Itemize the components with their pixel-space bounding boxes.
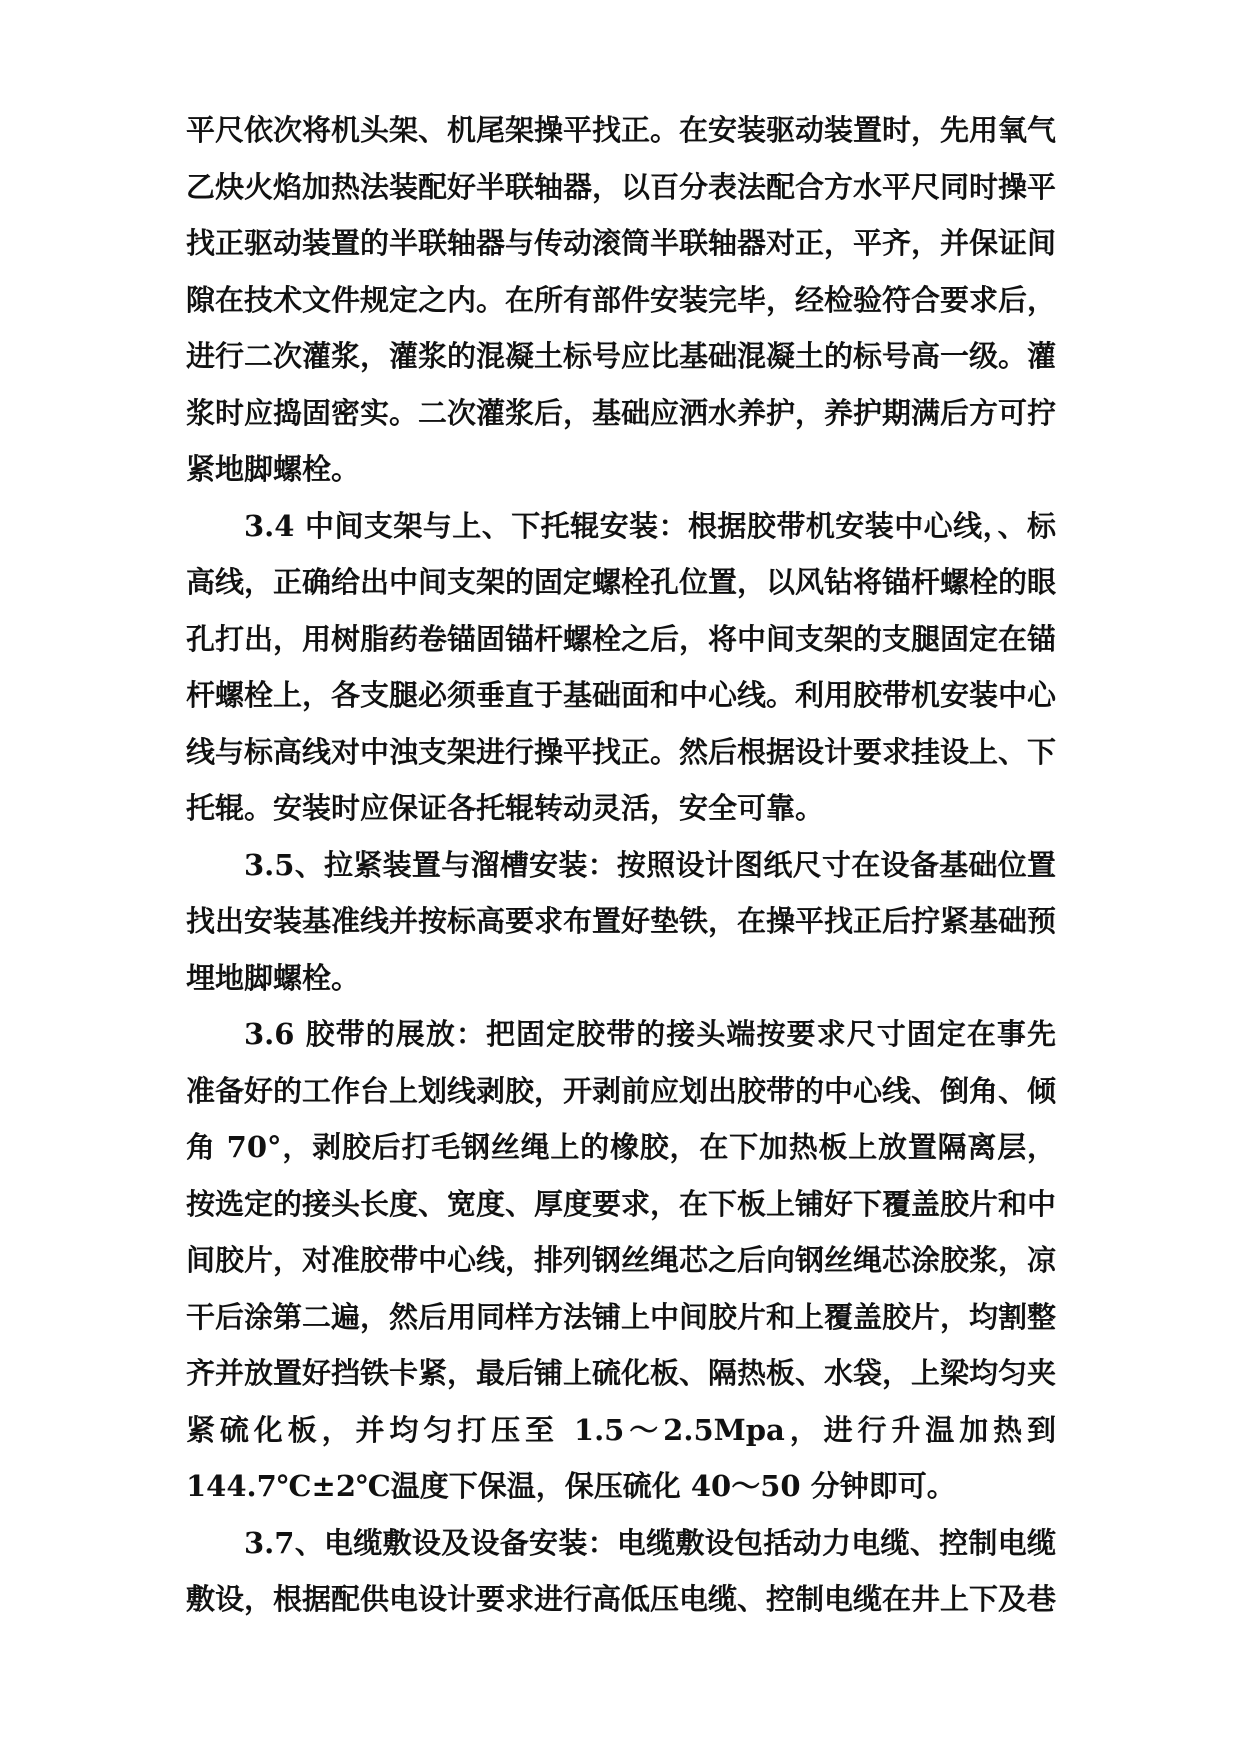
paragraph-3-7: 3.7、电缆敷设及设备安装：电缆敷设包括动力电缆、控制电缆敷设，根据配供电设计要求进行高低压电缆、控制电缆在井上下及巷 — [186, 1525, 1057, 1616]
paragraph-continuation: 平尺依次将机头架、机尾架操平找正。在安装驱动装置时，先用氧气乙炔火焰加热法装配好半联轴器，以百分表法配合方水平尺同时操平找正驱动装置的半联轴器与传动滚筒半联轴器对正，平齐，并保证间隙在技术文件规定之内。在所有部件安装完毕，经检验符合要求后，进行二次灌浆，灌浆的混凝土标号应比基础混凝土的标号高一级。灌浆时应捣固密实。二次灌浆后，基础应洒水养护，养护期满后方可拧紧地脚螺栓。 — [186, 113, 1057, 486]
paragraph-3-4: 3.4 中间支架与上、下托辊安装：根据胶带机安装中心线，、标高线，正确给出中间支架的固定螺栓孔位置，以风钻将锚杆螺栓的眼孔打出，用树脂药卷锚固锚杆螺栓之后，将中间支架的支腿固定在锚杆螺栓上，各支腿必须垂直于基础面和中心线。利用胶带机安装中心线与标高线对中浊支架进行操平找正。然后根据设计要求挂设上、下托辊。安装时应保证各托辊转动灵活，安全可靠。 — [186, 508, 1057, 825]
document-page — [186, 102, 1056, 1628]
paragraph-3-5: 3.5、拉紧装置与溜槽安装：按照设计图纸尺寸在设备基础位置找出安装基准线并按标高要求布置好垫铁，在操平找正后拧紧基础预埋地脚螺栓。 — [186, 847, 1057, 995]
paragraph-3-6: 3.6 胶带的展放：把固定胶带的接头端按要求尺寸固定在事先准备好的工作台上划线剥胶，开剥前应划出胶带的中心线、倒角、倾角 70°，剥胶后打毛钢丝绳上的橡胶，在下加热板上放置隔离层，按选定的接头长度、宽度、厚度要求，在下板上铺好下覆盖胶片和中间胶片，对准胶带中心线，排列钢丝绳芯之后向钢丝绳芯涂胶浆，凉干后涂第二遍，然后用同样方法铺上中间胶片和上覆盖胶片，均割整齐并放置好挡铁卡紧，最后铺上硫化板、隔热板、水袋，上梁均匀夹紧硫化板，并均匀打压至 1.5～2.5Mpa，进行升温加热到 144.7℃±2℃温度下保温，保压硫化 40～50 分钟即可。 — [186, 1017, 1057, 1503]
